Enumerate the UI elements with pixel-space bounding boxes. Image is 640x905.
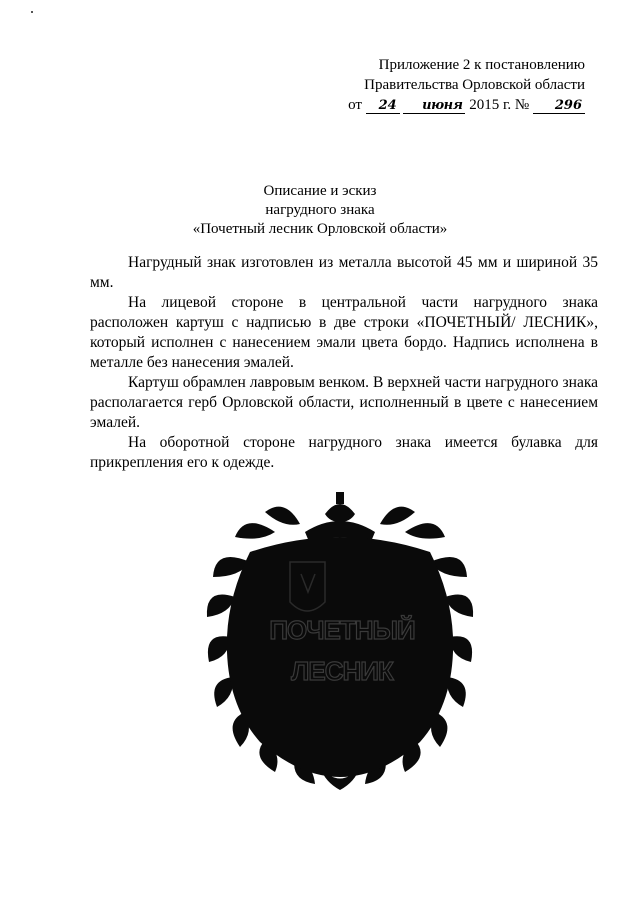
scan-speck <box>31 11 33 13</box>
year-and-number-label: 2015 г. № <box>469 97 530 113</box>
badge-sketch <box>205 492 475 792</box>
title-line-1: Описание и эскиз <box>263 183 377 199</box>
badge-inscription-line-1: ПОЧЕТНЫЙ <box>269 615 415 645</box>
paragraph-size: Нагрудный знак изготовлен из металла высотой 45 мм и шириной 35 мм. <box>90 254 598 291</box>
handwritten-number: 296 <box>533 99 585 114</box>
document-title <box>0 182 640 239</box>
appendix-line-3 <box>348 95 585 115</box>
badge-inscription-line-2: ЛЕСНИК <box>291 656 393 686</box>
title-line-2: нагрудного знака <box>265 202 375 218</box>
paragraph-wreath: Картуш обрамлен лавровым венком. В верхней части нагрудного знака располагается герб Орловской области, исполненный в цвете с нанесением эмалей. <box>90 374 598 431</box>
paragraph-back-side: На оборотной стороне нагрудного знака имеется булавка для прикрепления его к одежде. <box>90 434 598 471</box>
title-line-3: «Почетный лесник Орловской области» <box>192 221 448 237</box>
handwritten-month: июня <box>403 99 465 114</box>
handwritten-day: 24 <box>366 99 400 114</box>
date-prefix: от <box>348 97 362 113</box>
description-body <box>90 253 598 473</box>
appendix-line-1: Приложение 2 к постановлению <box>378 57 585 73</box>
paragraph-front-side: На лицевой стороне в центральной части нагрудного знака расположен картуш с надписью в две строки «ПОЧЕТНЫЙ/ ЛЕСНИК», который исполнен с нанесением эмали цвета бордо. Надпись исполнена в металле без нанесения эмалей. <box>90 294 598 371</box>
appendix-line-2: Правительства Орловской области <box>364 77 585 93</box>
appendix-header <box>348 55 585 115</box>
